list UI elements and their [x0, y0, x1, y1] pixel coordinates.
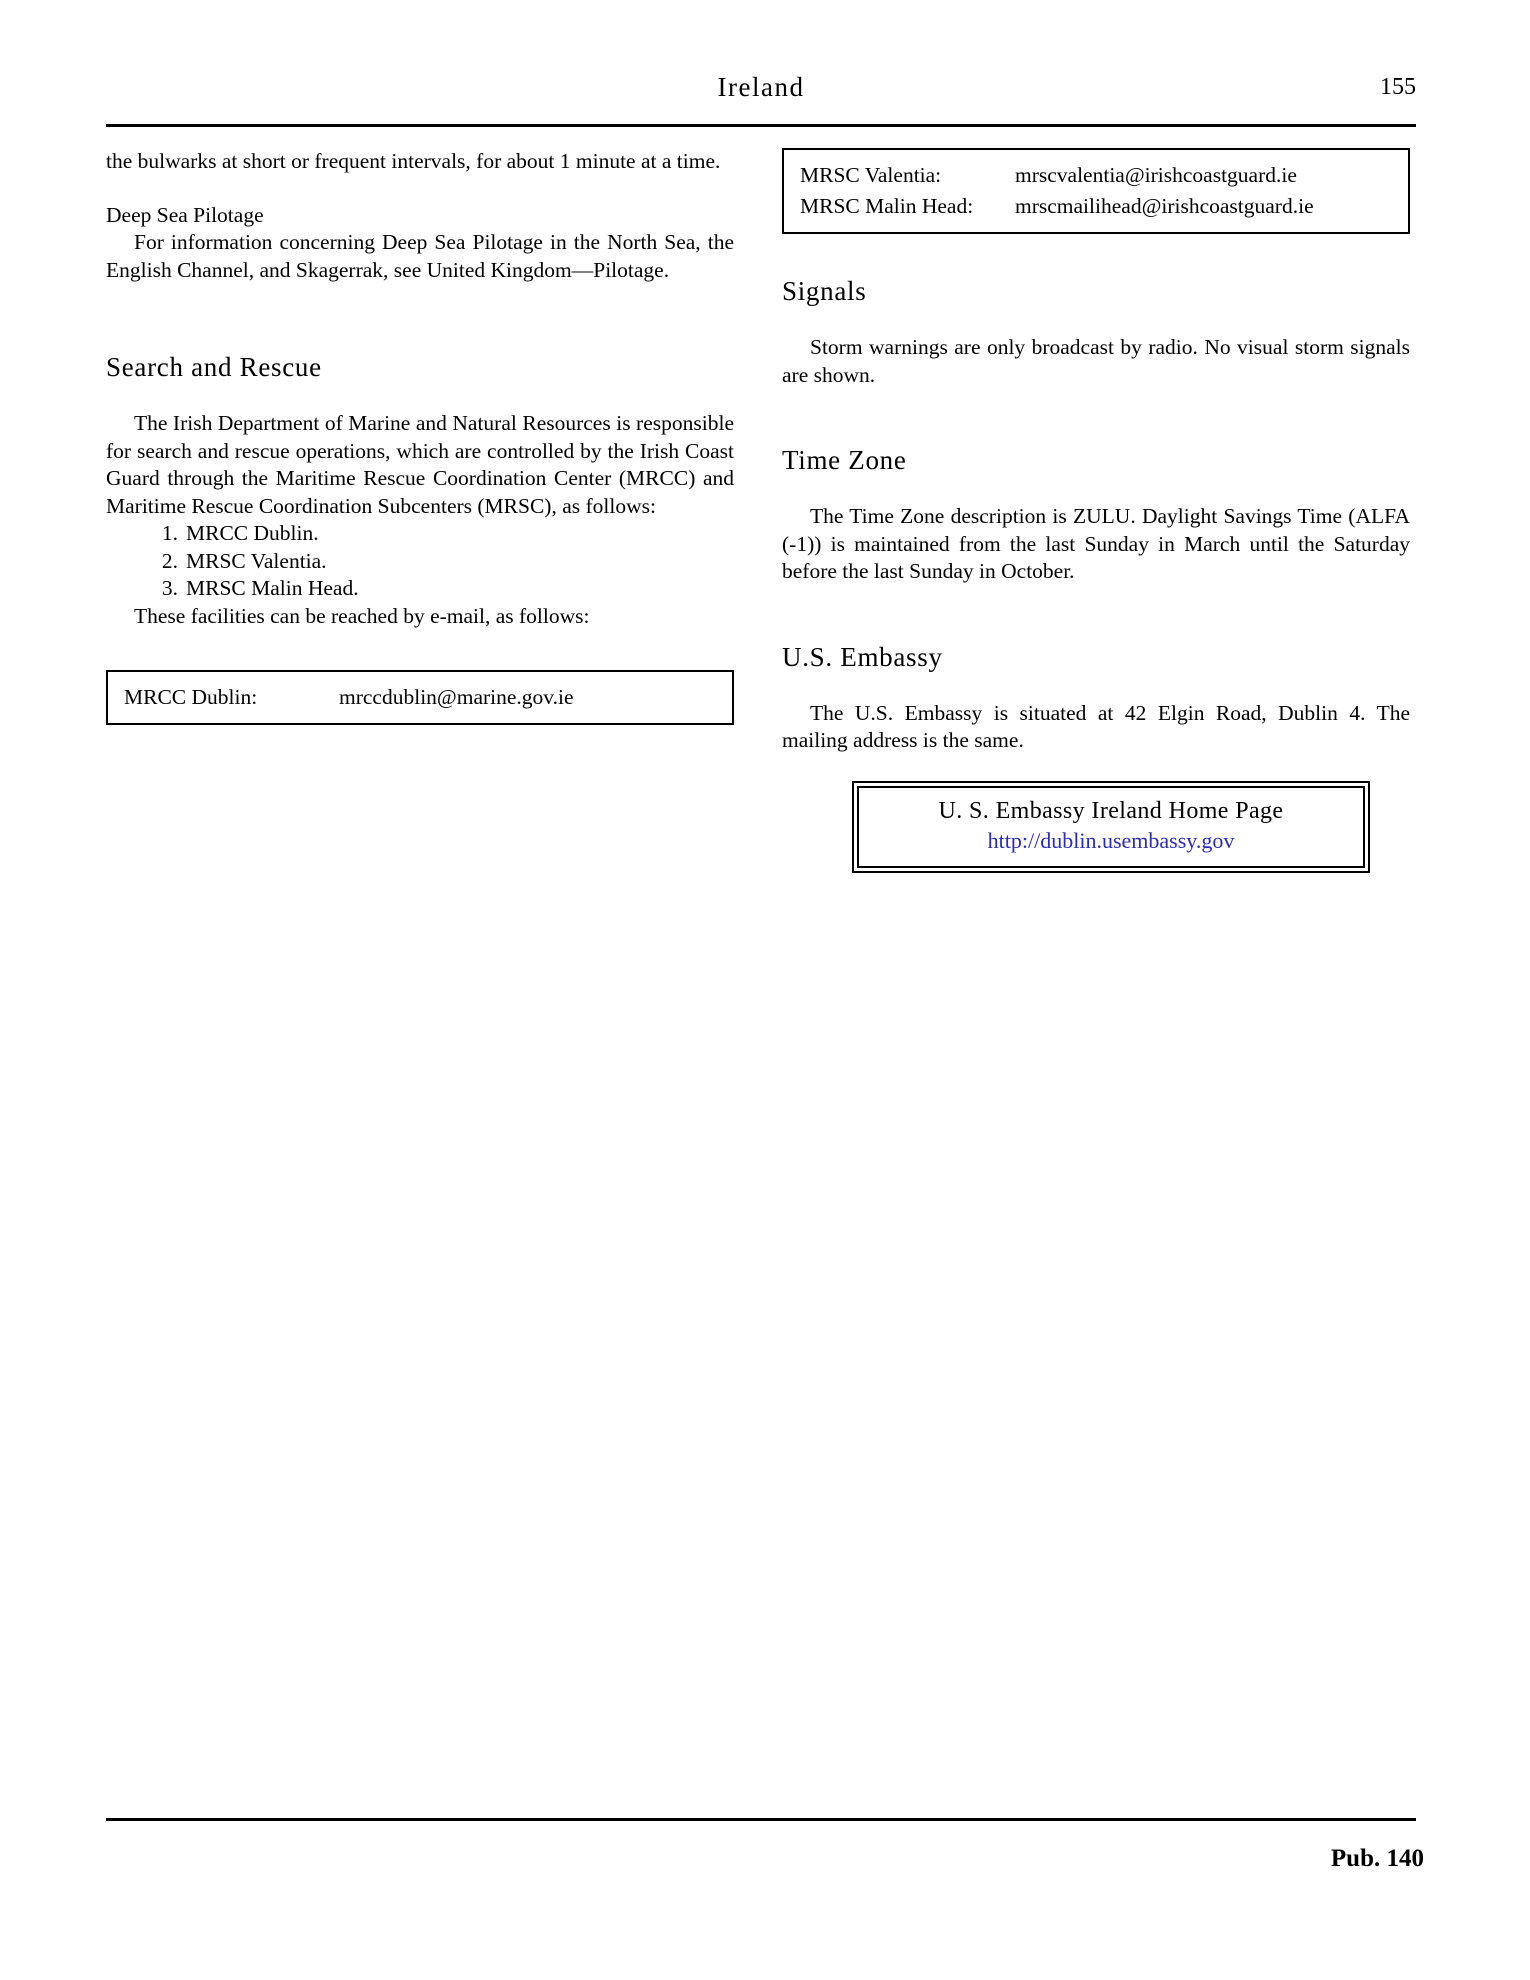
time-zone-heading: Time Zone — [782, 445, 907, 475]
header-divider — [106, 124, 1416, 127]
contact-row — [784, 191, 1408, 222]
page-number: 155 — [1380, 74, 1416, 100]
contact-row — [108, 682, 732, 713]
signals-body: Storm warnings are only broadcast by radio. No visual storm signals are shown. — [782, 335, 1410, 387]
search-and-rescue-list — [106, 520, 734, 603]
list-item-number: 1. — [161, 521, 178, 545]
continued-paragraph: the bulwarks at short or frequent intervals, for about 1 minute at a time. — [106, 149, 721, 173]
footer-divider — [106, 1818, 1416, 1821]
time-zone-body: The Time Zone description is ZULU. Daylight Savings Time (ALFA (-1)) is maintained from the last Sunday in March until the Saturday before the last Sunday in October. — [782, 504, 1410, 583]
mrsc-contact-box — [782, 148, 1410, 234]
list-item-label: MRSC Malin Head. — [186, 576, 359, 600]
list-item — [106, 520, 734, 548]
contact-email: mrscmailihead@irishcoastguard.ie — [1015, 194, 1314, 218]
contact-label: MRCC Dublin: — [124, 685, 258, 709]
contact-label: MRSC Malin Head: — [800, 194, 974, 218]
search-and-rescue-heading: Search and Rescue — [106, 352, 322, 382]
publication-label: Pub. 140 — [1330, 1845, 1424, 1872]
us-embassy-body: The U.S. Embassy is situated at 42 Elgin Road, Dublin 4. The mailing address is the same. — [782, 700, 1410, 752]
search-and-rescue-closing: These facilities can be reached by e-mail, as follows: — [134, 603, 590, 628]
deep-sea-pilotage-subhead: Deep Sea Pilotage — [106, 202, 264, 227]
us-embassy-homepage-box — [852, 781, 1370, 873]
list-item-label: MRCC Dublin. — [186, 521, 319, 545]
contact-label: MRSC Valentia: — [800, 163, 942, 187]
deep-sea-pilotage-body: For information concerning Deep Sea Pilotage in the North Sea, the English Channel, and Skagerrak, see United Kingdom—Pilotage. — [106, 230, 734, 282]
list-item-number: 2. — [161, 548, 178, 573]
contact-row — [784, 160, 1408, 191]
list-item — [106, 575, 734, 603]
signals-heading: Signals — [782, 276, 867, 306]
contact-email: mrscvalentia@irishcoastguard.ie — [1015, 163, 1297, 187]
list-item-label: MRSC Valentia. — [186, 548, 327, 573]
us-embassy-heading: U.S. Embassy — [782, 641, 943, 672]
list-item — [106, 548, 734, 576]
mrcc-contact-box — [106, 670, 734, 725]
right-column — [782, 148, 1410, 873]
embassy-homepage-link[interactable]: http://dublin.usembassy.gov — [987, 827, 1235, 853]
page-title: Ireland — [717, 72, 805, 102]
list-item-number: 3. — [161, 576, 178, 600]
left-column — [106, 148, 734, 725]
page-header — [106, 72, 1416, 120]
contact-email: mrccdublin@marine.gov.ie — [339, 685, 574, 709]
search-and-rescue-body: The Irish Department of Marine and Natural Resources is responsible for search and rescue operations, which are controlled by the Irish Coast Guard through the Maritime Rescue Coordination Center (MRCC) and Maritime Rescue Coordination Subcenters (MRSC), as follows: — [106, 411, 734, 518]
embassy-box-title: U. S. Embassy Ireland Home Page — [938, 797, 1284, 824]
